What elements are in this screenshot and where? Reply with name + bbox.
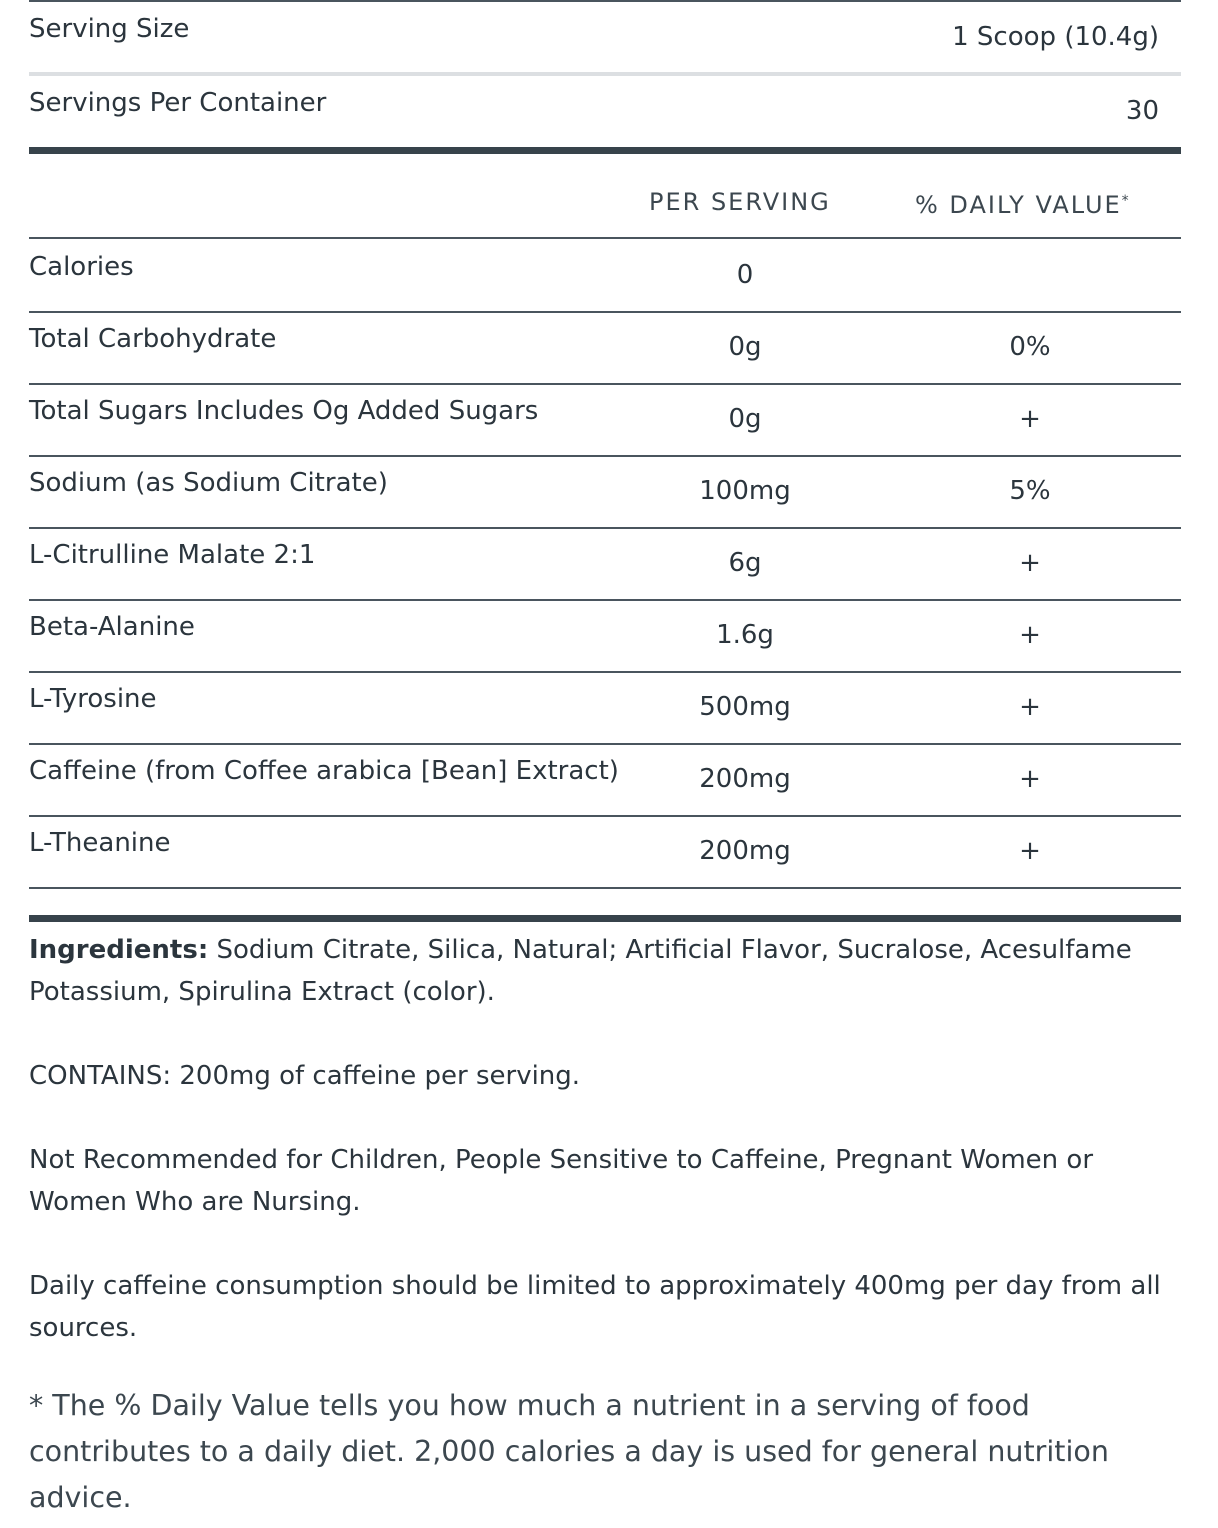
nutrient-name: Caffeine (from Coffee arabica [Bean] Extract) [29, 756, 619, 786]
servings-per-container-label: Servings Per Container [29, 88, 327, 118]
nutrient-name: L-Tyrosine [29, 684, 157, 714]
ingredients-text [29, 929, 1181, 1013]
nutrient-amount: 200mg [699, 764, 791, 794]
table-row [29, 671, 1181, 745]
daily-caffeine-limit-notice: Daily caffeine consumption should be limited to approximately 400mg per day from all sources. [29, 1271, 1161, 1343]
nutrient-amount: 500mg [699, 692, 791, 722]
table-row [29, 599, 1181, 673]
footer-thick-divider [29, 915, 1181, 922]
daily-value-header-label: % DAILY VALUE [915, 191, 1122, 219]
nutrient-name: Beta-Alanine [29, 612, 195, 642]
table-row [29, 815, 1181, 889]
nutrient-name: Sodium (as Sodium Citrate) [29, 468, 388, 498]
top-divider [29, 0, 1181, 2]
caffeine-contains-notice: CONTAINS: 200mg of caffeine per serving. [29, 1061, 581, 1091]
daily-value-header [915, 189, 1129, 221]
ingredients-label: Ingredients: [29, 935, 209, 965]
not-recommended-notice: Not Recommended for Children, People Sensitive to Caffeine, Pregnant Women or Women Who are Nursing. [29, 1145, 1094, 1217]
nutrient-daily-value: + [1019, 404, 1041, 434]
per-serving-header [649, 186, 831, 218]
daily-value-footnote: * The % Daily Value tells you how much a nutrient in a serving of food contributes to a daily diet. 2,000 calories a day is used for general nutrition advice. [29, 1389, 1109, 1514]
nutrient-name: L-Citrulline Malate 2:1 [29, 540, 316, 570]
nutrient-name: Total Sugars Includes Og Added Sugars [29, 396, 539, 426]
nutrient-amount: 100mg [699, 476, 791, 506]
nutrient-daily-value: + [1019, 836, 1041, 866]
serving-divider [29, 72, 1181, 76]
table-row [29, 239, 1181, 313]
per-serving-header-label: PER SERVING [649, 188, 831, 216]
nutrient-amount: 0 [736, 260, 754, 290]
nutrient-daily-value: 0% [1009, 332, 1051, 362]
nutrient-daily-value: 5% [1009, 476, 1051, 506]
nutrient-name: Calories [29, 252, 134, 282]
table-row [29, 311, 1181, 385]
table-row [29, 383, 1181, 457]
nutrient-daily-value: + [1019, 764, 1041, 794]
nutrient-daily-value: + [1019, 548, 1041, 578]
daily-value-asterisk: * [1121, 193, 1129, 209]
table-row [29, 527, 1181, 601]
nutrient-daily-value: + [1019, 620, 1041, 650]
nutrient-amount: 200mg [699, 836, 791, 866]
nutrient-amount: 1.6g [716, 620, 774, 650]
nutrient-amount: 0g [728, 404, 762, 434]
nutrient-name: Total Carbohydrate [29, 324, 277, 354]
serving-size-value: 1 Scoop (10.4g) [952, 22, 1159, 52]
serving-size-label: Serving Size [29, 14, 190, 44]
table-row [29, 455, 1181, 529]
ingredients-list: Sodium Citrate, Silica, Natural; Artificial Flavor, Sucralose, Acesulfame Potassium, Spirulina Extract (color). [29, 935, 1132, 1007]
nutrient-name: L-Theanine [29, 828, 171, 858]
servings-per-container-value: 30 [1125, 96, 1159, 126]
header-thick-divider [29, 147, 1181, 154]
nutrient-amount: 0g [728, 332, 762, 362]
table-row [29, 743, 1181, 817]
nutrient-amount: 6g [728, 548, 762, 578]
nutrient-daily-value: + [1019, 692, 1041, 722]
